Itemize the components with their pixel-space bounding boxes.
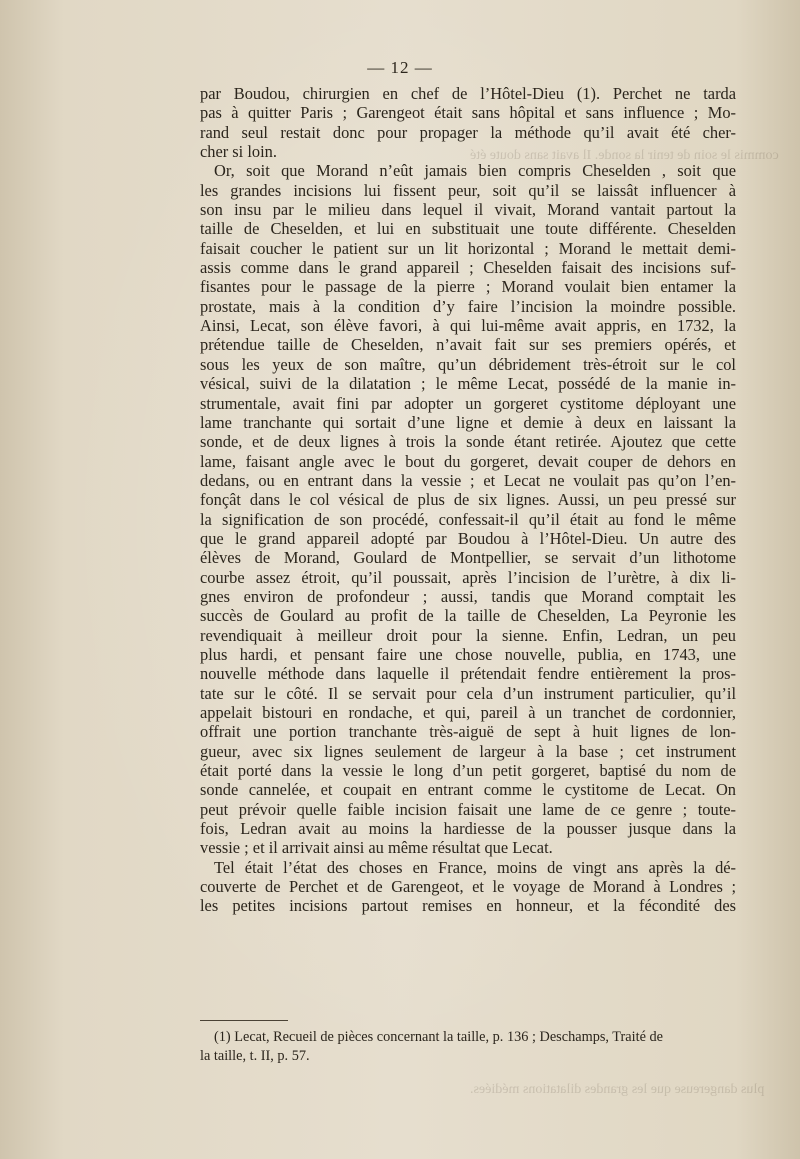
text-line: les petites incisions partout remises en honneur, et la fécondité des xyxy=(200,896,736,916)
text-line: plus hardi, et pensant faire une chose nouvelle, publia, en 1743, une xyxy=(200,644,736,664)
text-line: la signification de son procédé, confessait-il qu’il était au fond le même xyxy=(200,509,736,529)
body-text xyxy=(200,84,736,916)
text-line: nouvelle méthode dans laquelle il prétendait fendre entièrement la pros- xyxy=(200,664,736,684)
text-line: pas à quitter Paris ; Garengeot était sans hôpital et sans influence ; Mo- xyxy=(200,103,736,123)
text-line: vessie ; et il arrivait ainsi au même résultat que Lecat. xyxy=(200,838,553,858)
text-line: fois, Ledran avait au moins la hardiesse de la pousser jusque dans la xyxy=(200,819,736,839)
text-line: prostate, mais à la condition d’y faire l’incision la moindre possible. xyxy=(200,296,736,316)
text-line: vésical, suivi de la dilatation ; le même Lecat, possédé de la manie in- xyxy=(200,374,736,394)
text-line: sonde cannelée, et coupait en entrant comme le cystitome de Lecat. On xyxy=(200,780,736,800)
text-line: était porté dans la vessie le long d’un petit gorgeret, baptisé du nom de xyxy=(200,761,736,781)
text-line: cher si loin. xyxy=(200,142,277,162)
text-line: peut prévoir quelle faible incision faisait une lame de ce genre ; toute- xyxy=(200,799,736,819)
text-line: dedans, ou en entrant dans la vessie ; et Lecat ne voulait pas qu’on l’en- xyxy=(200,470,736,490)
text-line: taille de Cheselden, et lui en substituait une toute différente. Cheselden xyxy=(200,219,736,239)
text-line: couverte de Perchet et de Garengeot, et le voyage de Morand à Londres ; xyxy=(200,877,736,897)
text-line: succès de Goulard au profit de la taille de Cheselden, La Peyronie les xyxy=(200,606,736,626)
page-number: — 12 — xyxy=(367,58,433,77)
text-line: les grandes incisions lui fissent peur, soit qu’il se laissât influencer à xyxy=(200,180,736,200)
text-line: sonde, et de deux lignes à trois la sonde étant retirée. Ajoutez que cette xyxy=(200,432,736,452)
text-line: gnes environ de profondeur ; aussi, tandis que Morand comptait les xyxy=(200,586,736,606)
footnote-rule xyxy=(200,1020,288,1021)
footnote-line: la taille, t. II, p. 57. xyxy=(200,1048,310,1064)
footnote xyxy=(200,1028,736,1066)
footnote-line: (1) Lecat, Recueil de pièces concernant la taille, p. 136 ; Deschamps, Traité de xyxy=(214,1029,663,1045)
text-line: lame, faisant angle avec le bout du gorgeret, devait couper de dehors en xyxy=(200,451,736,471)
text-line: que le grand appareil adopté par Boudou à l’Hôtel-Dieu. Un autre des xyxy=(200,528,736,548)
text-line: revendiquait à meilleur droit pour la sienne. Enfin, Ledran, un peu xyxy=(200,625,736,645)
text-line: Ainsi, Lecat, son élève favori, à qui lui-même avait appris, en 1732, la xyxy=(200,316,736,336)
text-line: fonçât dans le col vésical de plus de six lignes. Aussi, un peu pressé sur xyxy=(200,490,736,510)
text-line: tate sur le côté. Il se servait pour cela d’un instrument particulier, qu’il xyxy=(200,683,736,703)
bleed-through-text: commis le soin de tenir la sonde. Il avait sans doute été xyxy=(470,148,779,163)
text-line: strumentale, avait fini par adopter un gorgeret cystitome déployant une xyxy=(200,393,736,413)
text-line: prétendue taille de Cheselden, n’avait fait sur ses premiers opérés, et xyxy=(200,335,736,355)
text-line: fisantes pour le passage de la pierre ; Morand voulait bien entamer la xyxy=(200,277,736,297)
text-line: son insu par le milieu dans lequel il vivait, Morand vantait partout la xyxy=(200,200,736,220)
text-line: Tel était l’état des choses en France, moins de vingt ans après la dé- xyxy=(214,857,736,877)
text-line: appelait bistouri en rondache, et qui, pareil à un tranchet de cordonnier, xyxy=(200,703,736,722)
text-line: offrait une portion tranchante très-aiguë de sept à huit lignes de lon- xyxy=(200,722,736,742)
text-line: par Boudou, chirurgien en chef de l’Hôtel-Dieu (1). Perchet ne tarda xyxy=(200,84,736,103)
text-line: Or, soit que Morand n’eût jamais bien compris Cheselden , soit que xyxy=(214,161,736,181)
text-line: gueur, avec six lignes seulement de largeur à la base ; cet instrument xyxy=(200,741,736,761)
bleed-through-text: plus dangereuse que les grandes dilatations médiées. xyxy=(470,1082,765,1097)
text-line: courbe assez étroit, qu’il poussait, après l’incision de l’urètre, à dix li- xyxy=(200,567,736,587)
text-line: rand seul restait donc pour propager la méthode qu’il avait été cher- xyxy=(200,122,736,142)
text-line: assis comme dans le grand appareil ; Cheselden faisait des incisions suf- xyxy=(200,258,736,278)
text-line: sous les yeux de son maître, qu’un débridement très-étroit sur le col xyxy=(200,354,736,374)
text-line: lame tranchante qui sortait d’une ligne et demie à deux en laissant la xyxy=(200,412,736,432)
text-line: faisait coucher le patient sur un lit horizontal ; Morand le mettait demi- xyxy=(200,238,736,258)
text-line: élèves de Morand, Goulard de Montpellier, se servait d’un lithotome xyxy=(200,548,736,568)
